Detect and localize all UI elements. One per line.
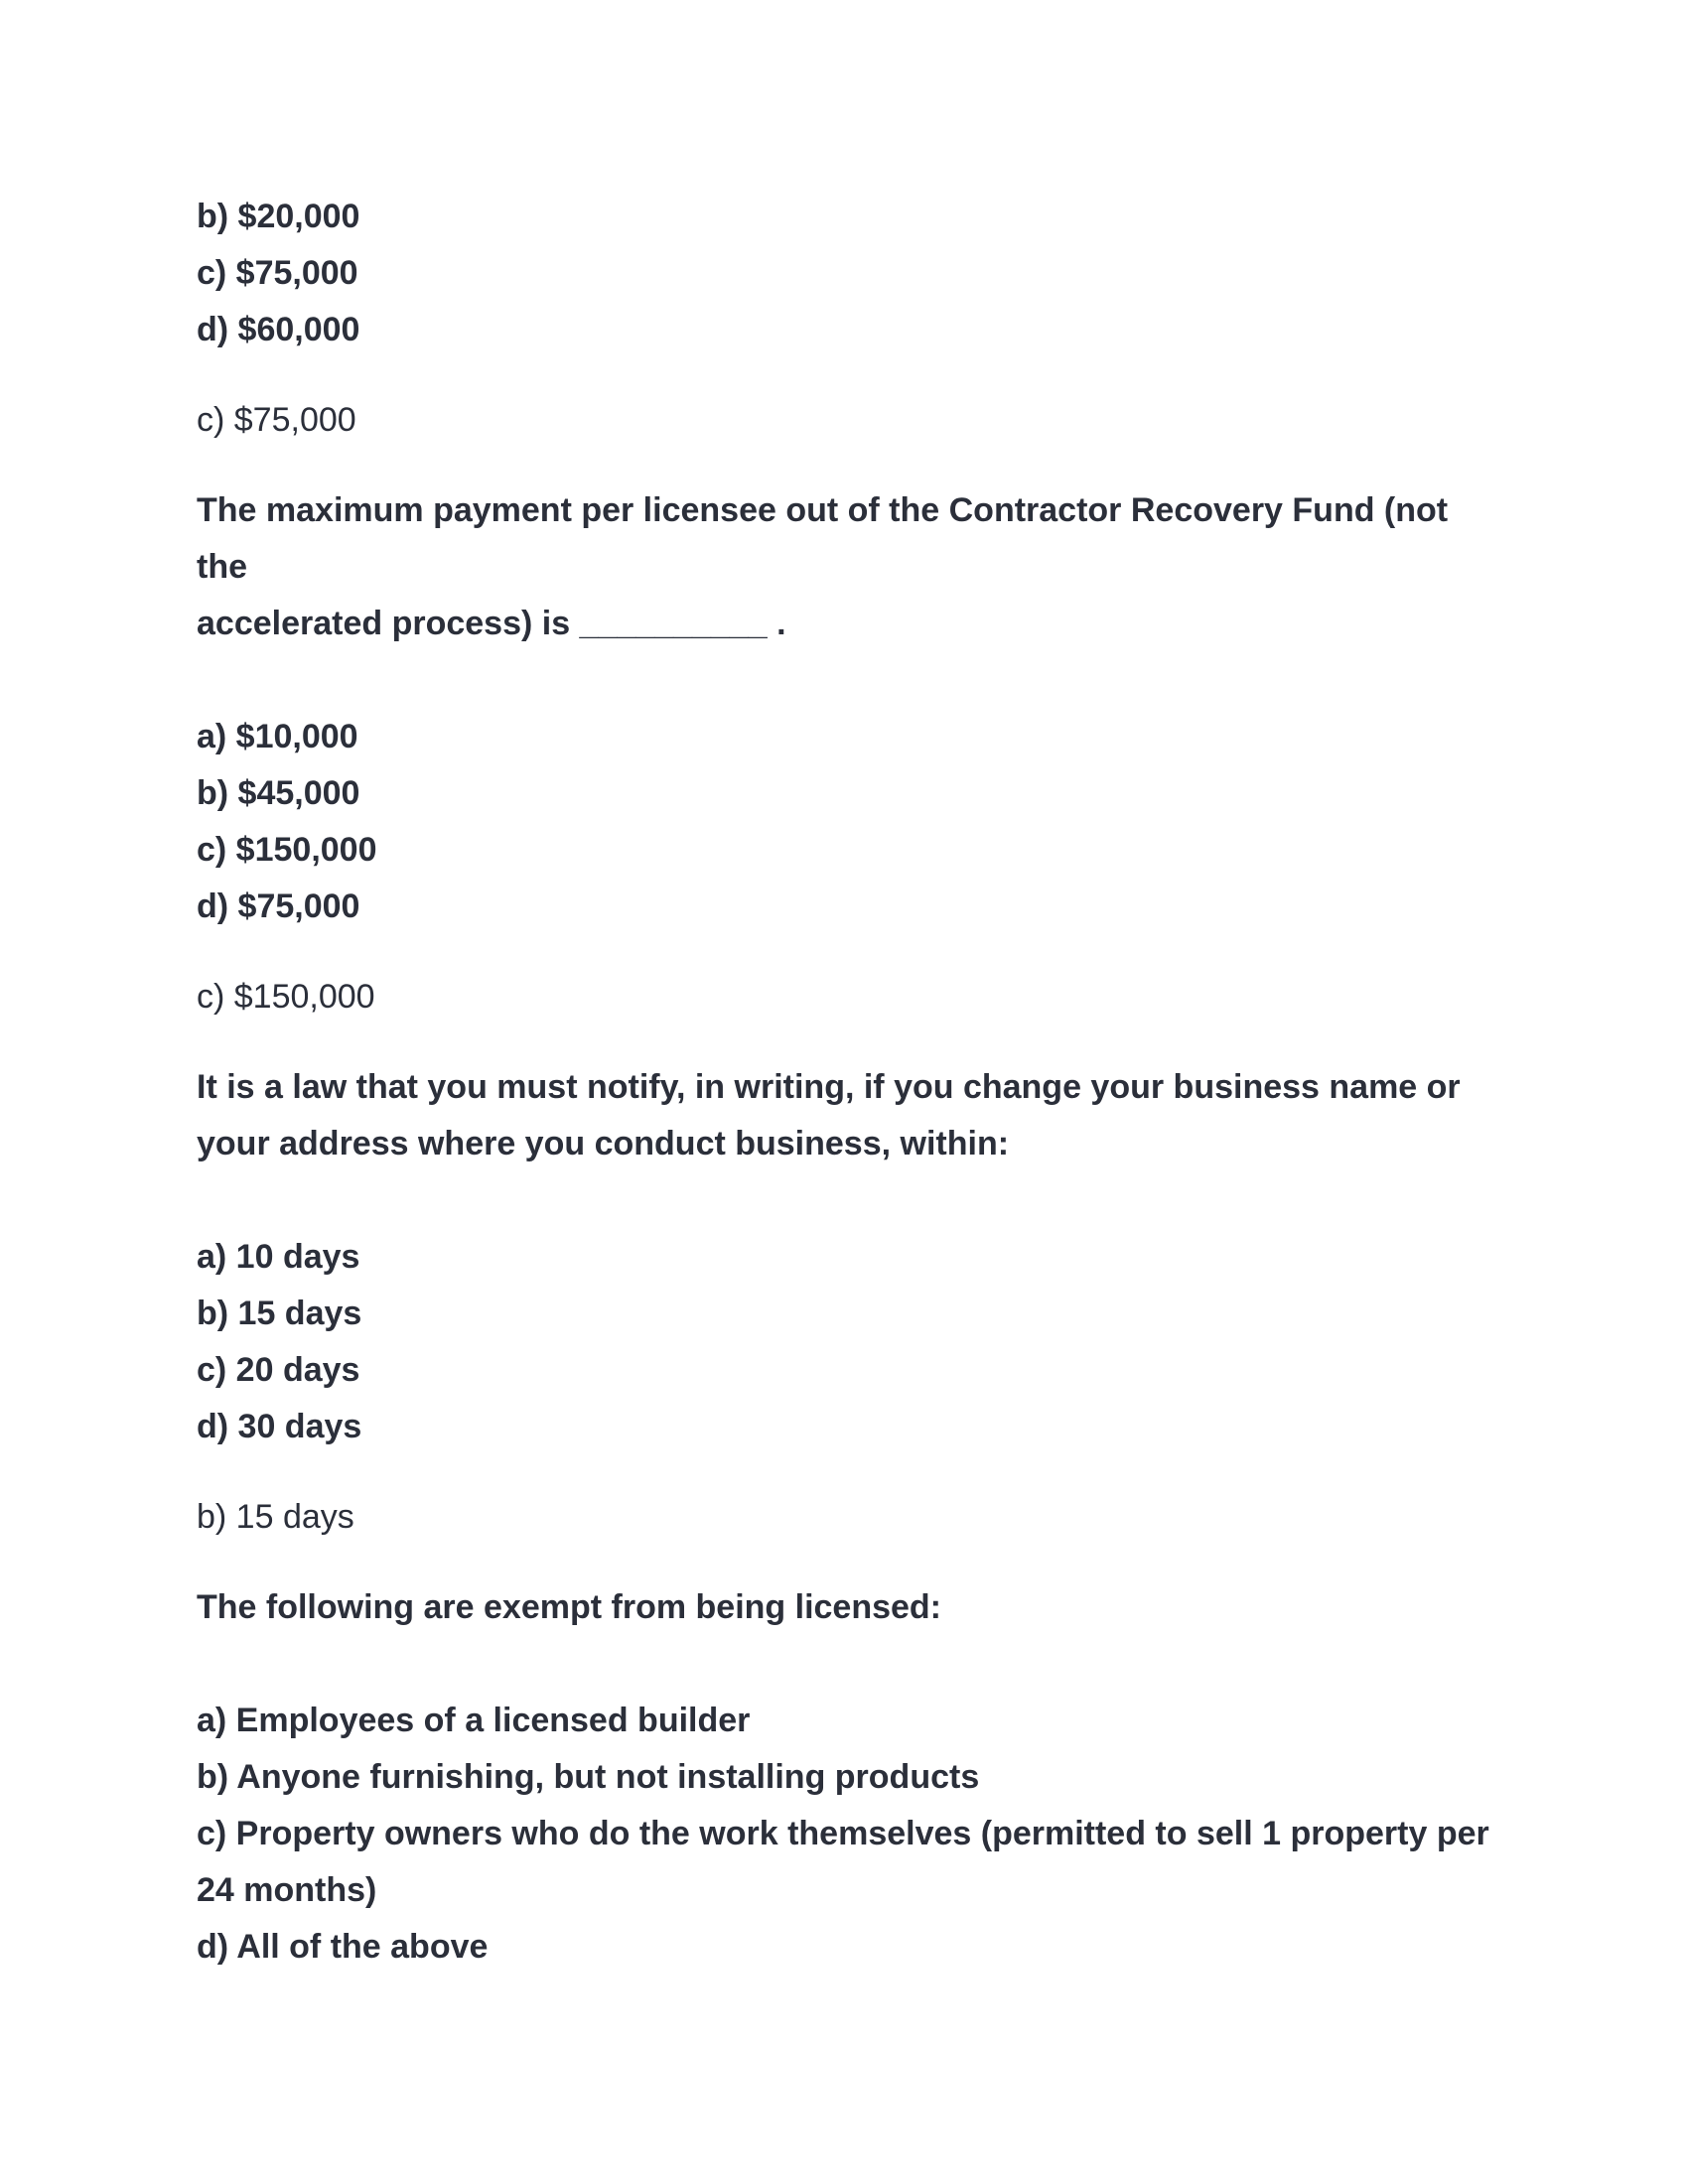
option-a: a) Employees of a licensed builder xyxy=(197,1702,751,1739)
option-d: d) 30 days xyxy=(197,1408,362,1445)
option-c: c) $150,000 xyxy=(197,831,377,869)
option-c: c) $75,000 xyxy=(197,254,358,292)
question-block-1 xyxy=(197,189,1497,449)
answer-text: b) 15 days xyxy=(197,1498,354,1536)
question-text-line-1: The following are exempt from being licensed: xyxy=(197,1588,942,1626)
option-d: d) $60,000 xyxy=(197,311,360,348)
question-block-2 xyxy=(197,482,1497,1025)
option-c-line-2: 24 months) xyxy=(197,1871,377,1909)
option-d: d) $75,000 xyxy=(197,887,360,925)
option-c: c) 20 days xyxy=(197,1351,360,1389)
question-text-line-2: your address where you conduct business, within: xyxy=(197,1125,1010,1162)
question-block-3 xyxy=(197,1059,1497,1546)
answer-text: c) $75,000 xyxy=(197,401,356,439)
option-b: b) $45,000 xyxy=(197,774,360,812)
question-text-line-2: accelerated process) is __________ . xyxy=(197,605,786,642)
option-d: d) All of the above xyxy=(197,1928,489,1966)
question-text-line-1: The maximum payment per licensee out of the Contractor Recovery Fund (not the xyxy=(197,491,1458,586)
question-block-4 xyxy=(197,1579,1497,1976)
answer-text: c) $150,000 xyxy=(197,978,375,1016)
option-a: a) $10,000 xyxy=(197,718,358,755)
question-text-line-1: It is a law that you must notify, in writing, if you change your business name or xyxy=(197,1068,1461,1106)
option-b: b) 15 days xyxy=(197,1295,362,1332)
option-c-line-1: c) Property owners who do the work themselves (permitted to sell 1 property per xyxy=(197,1815,1489,1852)
option-a: a) 10 days xyxy=(197,1238,360,1276)
option-b: b) $20,000 xyxy=(197,198,360,235)
document-page xyxy=(197,189,1497,1976)
option-b: b) Anyone furnishing, but not installing products xyxy=(197,1758,980,1796)
